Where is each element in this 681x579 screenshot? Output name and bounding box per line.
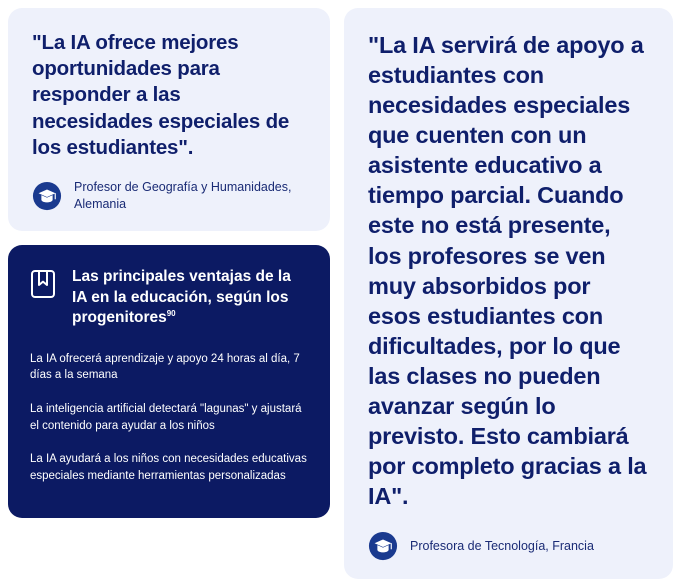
benefits-list [30, 351, 308, 485]
list-item: La IA ayudará a los niños con necesidades educativas especiales mediante herramientas personalizadas [30, 453, 307, 483]
graduation-cap-icon [32, 181, 62, 211]
right-quote-card [344, 8, 673, 579]
right-attribution-text: Profesora de Tecnología, Francia [410, 538, 594, 553]
benefits-title [72, 267, 308, 329]
benefits-title-text: Las principales ventajas de la IA en la educación, según los progenitores [72, 267, 291, 327]
benefits-card [8, 245, 330, 518]
left-quote-card [8, 8, 330, 231]
benefits-header [30, 267, 308, 329]
list-item: La inteligencia artificial detectará "lagunas" y ajustará el contenido para ayudar a los niños [30, 403, 302, 432]
right-column [344, 8, 673, 553]
right-quote-text: "La IA servirá de apoyo a estudiantes con necesidades especiales que cuenten con un asistente educativo a tiempo parcial. Cuando este no está presente, los profesores se ven muy absorbidos por esos estudiantes con dificultades, por lo que las clases no pueden avanzar según lo previsto. Esto cambiará por completo gracias a la IA". [368, 32, 647, 510]
benefits-title-superscript: 90 [166, 308, 176, 318]
bookmark-icon [30, 269, 56, 299]
left-quote-attribution [32, 179, 306, 213]
left-quote-text: "La IA ofrece mejores oportunidades para responder a las necesidades especiales de los estudiantes". [32, 31, 290, 159]
left-column [8, 8, 330, 518]
left-attribution-text: Profesor de Geografía y Humanidades, Alemania [74, 180, 292, 212]
graduation-cap-icon [368, 531, 398, 561]
list-item: La IA ofrecerá aprendizaje y apoyo 24 horas al día, 7 días a la semana [30, 352, 300, 382]
right-quote-attribution [368, 511, 649, 561]
